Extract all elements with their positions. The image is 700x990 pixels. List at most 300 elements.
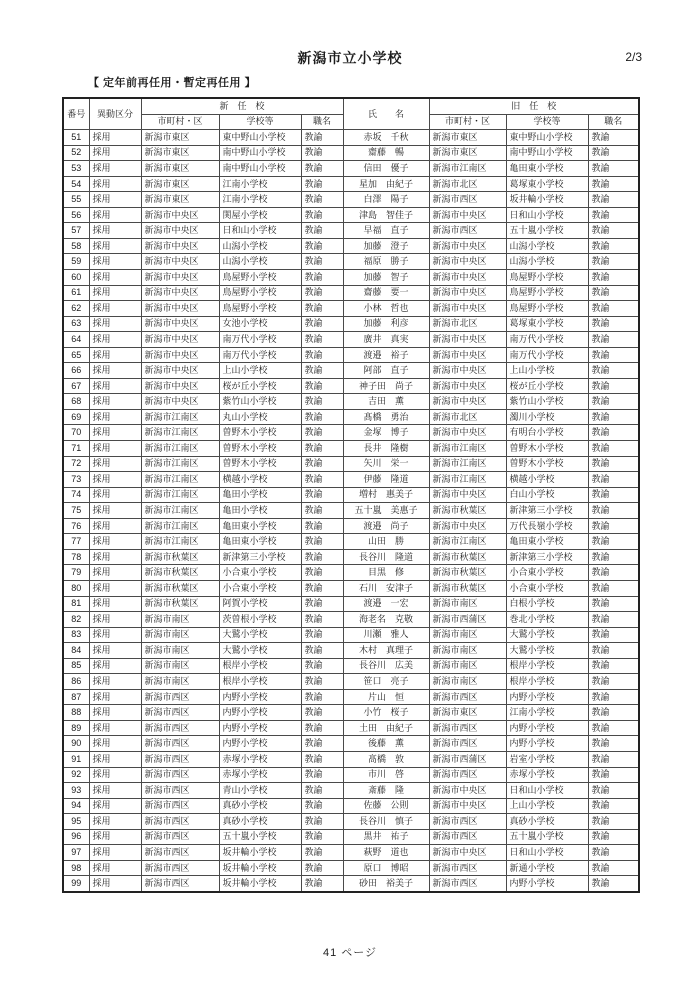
- cell-old-position: 教諭: [588, 549, 639, 565]
- cell-old-district: 新潟市南区: [429, 658, 506, 674]
- cell-number: 62: [63, 301, 89, 317]
- cell-new-position: 教諭: [301, 347, 343, 363]
- cell-old-school: 内野小学校: [506, 720, 588, 736]
- cell-name: 齋藤 暢: [343, 145, 429, 161]
- table-row: [63, 829, 639, 845]
- cell-name: 石川 安津子: [343, 580, 429, 596]
- cell-old-position: 教諭: [588, 332, 639, 348]
- page-footer: 41 ページ: [322, 947, 378, 959]
- cell-new-position: 教諭: [301, 829, 343, 845]
- cell-new-school: 山潟小学校: [219, 254, 301, 270]
- cell-old-district: 新潟市中央区: [429, 378, 506, 394]
- cell-old-position: 教諭: [588, 145, 639, 161]
- cell-new-school: 坂井輪小学校: [219, 845, 301, 861]
- cell-old-position: 教諭: [588, 503, 639, 519]
- cell-new-position: 教諭: [301, 876, 343, 892]
- cell-new-position: 教諭: [301, 767, 343, 783]
- cell-old-district: 新潟市北区: [429, 316, 506, 332]
- cell-number: 75: [63, 503, 89, 519]
- table-row: [63, 487, 639, 503]
- cell-old-district: 新潟市中央区: [429, 487, 506, 503]
- cell-number: 57: [63, 223, 89, 239]
- cell-category: 採用: [89, 736, 141, 752]
- cell-new-school: 曽野木小学校: [219, 425, 301, 441]
- cell-number: 87: [63, 689, 89, 705]
- cell-old-school: 山潟小学校: [506, 254, 588, 270]
- cell-old-school: 曽野木小学校: [506, 441, 588, 457]
- cell-name: 吉田 薫: [343, 394, 429, 410]
- cell-new-district: 新潟市中央区: [141, 223, 219, 239]
- cell-new-district: 新潟市秋葉区: [141, 596, 219, 612]
- cell-new-school: 五十嵐小学校: [219, 829, 301, 845]
- cell-old-district: 新潟市江南区: [429, 534, 506, 550]
- cell-number: 55: [63, 192, 89, 208]
- cell-new-district: 新潟市中央区: [141, 332, 219, 348]
- cell-new-district: 新潟市南区: [141, 643, 219, 659]
- table-row: [63, 207, 639, 223]
- cell-new-district: 新潟市南区: [141, 612, 219, 628]
- table-row: [63, 145, 639, 161]
- table-row: [63, 798, 639, 814]
- cell-old-position: 教諭: [588, 456, 639, 472]
- cell-old-district: 新潟市中央区: [429, 254, 506, 270]
- cell-new-school: 亀田小学校: [219, 503, 301, 519]
- cell-old-school: 白山小学校: [506, 487, 588, 503]
- cell-new-school: 江南小学校: [219, 176, 301, 192]
- cell-category: 採用: [89, 394, 141, 410]
- cell-number: 70: [63, 425, 89, 441]
- cell-number: 79: [63, 565, 89, 581]
- cell-new-school: 上山小学校: [219, 363, 301, 379]
- cell-name: 萩野 道也: [343, 845, 429, 861]
- cell-old-district: 新潟市中央区: [429, 394, 506, 410]
- cell-new-school: 阿賀小学校: [219, 596, 301, 612]
- cell-old-school: 鳥屋野小学校: [506, 270, 588, 286]
- cell-category: 採用: [89, 285, 141, 301]
- cell-old-district: 新潟市江南区: [429, 161, 506, 177]
- cell-name: 渡邉 裕子: [343, 347, 429, 363]
- cell-new-position: 教諭: [301, 534, 343, 550]
- cell-old-district: 新潟市中央区: [429, 332, 506, 348]
- cell-name: 斎藤 隆: [343, 783, 429, 799]
- cell-category: 採用: [89, 534, 141, 550]
- cell-number: 80: [63, 580, 89, 596]
- cell-new-position: 教諭: [301, 270, 343, 286]
- cell-old-position: 教諭: [588, 347, 639, 363]
- cell-new-school: 小合東小学校: [219, 580, 301, 596]
- cell-old-district: 新潟市中央区: [429, 783, 506, 799]
- cell-new-school: 大鷲小学校: [219, 643, 301, 659]
- cell-name: 渡邉 尚子: [343, 518, 429, 534]
- table-row: [63, 612, 639, 628]
- cell-new-district: 新潟市中央区: [141, 363, 219, 379]
- cell-old-school: 五十嵐小学校: [506, 223, 588, 239]
- cell-new-position: 教諭: [301, 580, 343, 596]
- col-header-old-school-group: 旧 任 校: [429, 98, 639, 114]
- cell-new-school: 南中野山小学校: [219, 161, 301, 177]
- cell-new-district: 新潟市東区: [141, 145, 219, 161]
- cell-new-position: 教諭: [301, 798, 343, 814]
- cell-old-school: 亀田東小学校: [506, 534, 588, 550]
- cell-category: 採用: [89, 565, 141, 581]
- cell-old-school: 東中野山小学校: [506, 130, 588, 146]
- cell-old-school: 南万代小学校: [506, 332, 588, 348]
- cell-old-school: 万代長嶺小学校: [506, 518, 588, 534]
- cell-number: 88: [63, 705, 89, 721]
- cell-category: 採用: [89, 176, 141, 192]
- cell-old-school: 新通小学校: [506, 860, 588, 876]
- cell-old-position: 教諭: [588, 643, 639, 659]
- cell-new-school: 青山小学校: [219, 783, 301, 799]
- cell-new-school: 赤塚小学校: [219, 751, 301, 767]
- cell-name: 増村 惠美子: [343, 487, 429, 503]
- cell-name: 海老名 克敬: [343, 612, 429, 628]
- cell-old-position: 教諭: [588, 394, 639, 410]
- cell-new-position: 教諭: [301, 487, 343, 503]
- cell-category: 採用: [89, 332, 141, 348]
- cell-name: 片山 恒: [343, 689, 429, 705]
- cell-category: 採用: [89, 441, 141, 457]
- table-row: [63, 472, 639, 488]
- cell-new-position: 教諭: [301, 409, 343, 425]
- table-row: [63, 301, 639, 317]
- table-row: [63, 876, 639, 892]
- table-row: [63, 176, 639, 192]
- cell-new-school: 桜が丘小学校: [219, 378, 301, 394]
- cell-old-school: 内野小学校: [506, 736, 588, 752]
- cell-old-school: 曽野木小学校: [506, 456, 588, 472]
- cell-old-position: 教諭: [588, 767, 639, 783]
- cell-new-school: 真砂小学校: [219, 798, 301, 814]
- cell-number: 67: [63, 378, 89, 394]
- cell-new-school: 女池小学校: [219, 316, 301, 332]
- table-row: [63, 456, 639, 472]
- cell-new-school: 内野小学校: [219, 736, 301, 752]
- cell-old-position: 教諭: [588, 860, 639, 876]
- cell-old-school: 内野小学校: [506, 689, 588, 705]
- cell-new-position: 教諭: [301, 472, 343, 488]
- cell-new-district: 新潟市西区: [141, 814, 219, 830]
- table-row: [63, 720, 639, 736]
- cell-new-district: 新潟市中央区: [141, 378, 219, 394]
- cell-old-district: 新潟市江南区: [429, 441, 506, 457]
- cell-category: 採用: [89, 580, 141, 596]
- cell-old-school: 葛塚東小学校: [506, 176, 588, 192]
- cell-old-school: 日和山小学校: [506, 845, 588, 861]
- cell-number: 64: [63, 332, 89, 348]
- cell-category: 採用: [89, 130, 141, 146]
- cell-name: 山田 勝: [343, 534, 429, 550]
- cell-old-district: 新潟市西区: [429, 223, 506, 239]
- cell-name: 渡邉 一宏: [343, 596, 429, 612]
- cell-old-position: 教諭: [588, 674, 639, 690]
- cell-number: 63: [63, 316, 89, 332]
- cell-new-position: 教諭: [301, 860, 343, 876]
- table-header-row-1: [63, 98, 639, 114]
- cell-new-school: 坂井輪小学校: [219, 860, 301, 876]
- cell-category: 採用: [89, 720, 141, 736]
- cell-number: 85: [63, 658, 89, 674]
- cell-number: 90: [63, 736, 89, 752]
- cell-old-district: 新潟市秋葉区: [429, 503, 506, 519]
- cell-old-school: 江南小学校: [506, 705, 588, 721]
- cell-name: 髙橋 敦: [343, 751, 429, 767]
- cell-new-district: 新潟市西区: [141, 829, 219, 845]
- cell-old-school: 大鷲小学校: [506, 643, 588, 659]
- cell-old-district: 新潟市北区: [429, 176, 506, 192]
- cell-old-school: 濁川小学校: [506, 409, 588, 425]
- cell-old-position: 教諭: [588, 285, 639, 301]
- cell-name: 津島 智佳子: [343, 207, 429, 223]
- cell-old-district: 新潟市西区: [429, 767, 506, 783]
- cell-new-school: 小合東小学校: [219, 565, 301, 581]
- cell-old-district: 新潟市西区: [429, 689, 506, 705]
- cell-category: 採用: [89, 145, 141, 161]
- cell-number: 92: [63, 767, 89, 783]
- cell-new-district: 新潟市西区: [141, 767, 219, 783]
- cell-new-position: 教諭: [301, 145, 343, 161]
- col-header-new-district: 市町村・区: [141, 114, 219, 130]
- cell-old-school: 小合東小学校: [506, 565, 588, 581]
- cell-old-school: 上山小学校: [506, 798, 588, 814]
- page-title: 新潟市立小学校: [297, 50, 403, 66]
- cell-old-district: 新潟市南区: [429, 627, 506, 643]
- cell-old-school: 新津第三小学校: [506, 503, 588, 519]
- cell-old-school: 横越小学校: [506, 472, 588, 488]
- cell-old-school: 鳥屋野小学校: [506, 301, 588, 317]
- cell-number: 73: [63, 472, 89, 488]
- cell-new-school: 大鷲小学校: [219, 627, 301, 643]
- cell-old-position: 教諭: [588, 270, 639, 286]
- cell-number: 61: [63, 285, 89, 301]
- cell-old-school: 有明台小学校: [506, 425, 588, 441]
- cell-new-district: 新潟市西区: [141, 860, 219, 876]
- cell-new-position: 教諭: [301, 736, 343, 752]
- table-row: [63, 332, 639, 348]
- cell-name: 砂田 裕美子: [343, 876, 429, 892]
- cell-new-district: 新潟市東区: [141, 176, 219, 192]
- cell-old-position: 教諭: [588, 689, 639, 705]
- cell-new-district: 新潟市西区: [141, 705, 219, 721]
- cell-new-position: 教諭: [301, 689, 343, 705]
- cell-new-district: 新潟市西区: [141, 783, 219, 799]
- cell-number: 54: [63, 176, 89, 192]
- cell-old-position: 教諭: [588, 720, 639, 736]
- cell-number: 69: [63, 409, 89, 425]
- cell-new-district: 新潟市西区: [141, 689, 219, 705]
- cell-old-school: 南万代小学校: [506, 347, 588, 363]
- cell-new-district: 新潟市江南区: [141, 409, 219, 425]
- cell-name: 加藤 利彦: [343, 316, 429, 332]
- cell-name: 早福 直子: [343, 223, 429, 239]
- cell-category: 採用: [89, 425, 141, 441]
- cell-new-position: 教諭: [301, 394, 343, 410]
- cell-new-district: 新潟市西区: [141, 736, 219, 752]
- cell-number: 71: [63, 441, 89, 457]
- cell-new-position: 教諭: [301, 332, 343, 348]
- col-header-new-school: 学校等: [219, 114, 301, 130]
- cell-new-district: 新潟市中央区: [141, 285, 219, 301]
- cell-new-school: 南万代小学校: [219, 347, 301, 363]
- cell-category: 採用: [89, 783, 141, 799]
- cell-old-position: 教諭: [588, 238, 639, 254]
- cell-name: 赤坂 千秋: [343, 130, 429, 146]
- cell-new-school: 新津第三小学校: [219, 549, 301, 565]
- cell-name: 廣井 真実: [343, 332, 429, 348]
- cell-old-position: 教諭: [588, 783, 639, 799]
- cell-old-position: 教諭: [588, 487, 639, 503]
- table-row: [63, 347, 639, 363]
- cell-name: 市川 啓: [343, 767, 429, 783]
- cell-number: 65: [63, 347, 89, 363]
- col-header-old-position: 職名: [588, 114, 639, 130]
- cell-new-position: 教諭: [301, 161, 343, 177]
- col-header-category: 異動区分: [89, 98, 141, 130]
- cell-old-district: 新潟市中央区: [429, 285, 506, 301]
- table-row: [63, 409, 639, 425]
- cell-old-position: 教諭: [588, 441, 639, 457]
- cell-category: 採用: [89, 270, 141, 286]
- table-row: [63, 192, 639, 208]
- cell-old-school: 五十嵐小学校: [506, 829, 588, 845]
- cell-new-district: 新潟市江南区: [141, 487, 219, 503]
- cell-new-position: 教諭: [301, 456, 343, 472]
- cell-old-district: 新潟市中央区: [429, 270, 506, 286]
- cell-number: 82: [63, 612, 89, 628]
- cell-new-school: 亀田小学校: [219, 487, 301, 503]
- cell-new-position: 教諭: [301, 612, 343, 628]
- cell-name: 神子田 尚子: [343, 378, 429, 394]
- cell-new-position: 教諭: [301, 254, 343, 270]
- cell-name: 伊藤 隆道: [343, 472, 429, 488]
- cell-old-district: 新潟市西区: [429, 860, 506, 876]
- cell-category: 採用: [89, 487, 141, 503]
- cell-new-district: 新潟市中央区: [141, 347, 219, 363]
- table-row: [63, 643, 639, 659]
- cell-number: 77: [63, 534, 89, 550]
- cell-old-position: 教諭: [588, 207, 639, 223]
- cell-old-position: 教諭: [588, 705, 639, 721]
- cell-name: 長谷川 隆道: [343, 549, 429, 565]
- cell-category: 採用: [89, 596, 141, 612]
- cell-number: 76: [63, 518, 89, 534]
- cell-old-district: 新潟市西区: [429, 192, 506, 208]
- cell-new-district: 新潟市中央区: [141, 270, 219, 286]
- cell-new-district: 新潟市中央区: [141, 394, 219, 410]
- cell-new-school: 赤塚小学校: [219, 767, 301, 783]
- cell-old-school: 岩室小学校: [506, 751, 588, 767]
- cell-new-position: 教諭: [301, 674, 343, 690]
- cell-new-district: 新潟市中央区: [141, 254, 219, 270]
- cell-number: 96: [63, 829, 89, 845]
- cell-old-school: 大鷲小学校: [506, 627, 588, 643]
- cell-category: 採用: [89, 378, 141, 394]
- cell-category: 採用: [89, 207, 141, 223]
- table-row: [63, 425, 639, 441]
- cell-category: 採用: [89, 876, 141, 892]
- cell-category: 採用: [89, 767, 141, 783]
- cell-new-position: 教諭: [301, 783, 343, 799]
- table-row: [63, 596, 639, 612]
- table-row: [63, 549, 639, 565]
- cell-old-school: 根岸小学校: [506, 658, 588, 674]
- cell-name: 加藤 澄子: [343, 238, 429, 254]
- cell-category: 採用: [89, 503, 141, 519]
- cell-name: 長谷川 広美: [343, 658, 429, 674]
- cell-category: 採用: [89, 627, 141, 643]
- cell-new-district: 新潟市東区: [141, 161, 219, 177]
- cell-name: 木村 真理子: [343, 643, 429, 659]
- cell-new-position: 教諭: [301, 627, 343, 643]
- table-row: [63, 394, 639, 410]
- cell-number: 97: [63, 845, 89, 861]
- cell-old-position: 教諭: [588, 254, 639, 270]
- cell-new-school: 横越小学校: [219, 472, 301, 488]
- cell-old-school: 赤塚小学校: [506, 767, 588, 783]
- table-row: [63, 238, 639, 254]
- cell-category: 採用: [89, 643, 141, 659]
- cell-old-position: 教諭: [588, 130, 639, 146]
- cell-name: 原口 博昭: [343, 860, 429, 876]
- cell-number: 98: [63, 860, 89, 876]
- table-row: [63, 783, 639, 799]
- cell-new-district: 新潟市秋葉区: [141, 549, 219, 565]
- table-row: [63, 627, 639, 643]
- cell-name: 白澤 陽子: [343, 192, 429, 208]
- cell-number: 93: [63, 783, 89, 799]
- table-row: [63, 441, 639, 457]
- cell-new-school: 内野小学校: [219, 720, 301, 736]
- cell-old-district: 新潟市東区: [429, 705, 506, 721]
- cell-category: 採用: [89, 238, 141, 254]
- cell-old-school: 上山小学校: [506, 363, 588, 379]
- cell-new-district: 新潟市江南区: [141, 518, 219, 534]
- cell-old-position: 教諭: [588, 316, 639, 332]
- cell-new-school: 日和山小学校: [219, 223, 301, 239]
- table-row: [63, 534, 639, 550]
- cell-number: 81: [63, 596, 89, 612]
- cell-new-district: 新潟市中央区: [141, 301, 219, 317]
- cell-old-district: 新潟市西蒲区: [429, 751, 506, 767]
- col-header-new-school-group: 新 任 校: [141, 98, 343, 114]
- cell-old-district: 新潟市中央区: [429, 363, 506, 379]
- cell-old-district: 新潟市秋葉区: [429, 580, 506, 596]
- cell-new-district: 新潟市西区: [141, 751, 219, 767]
- table-row: [63, 814, 639, 830]
- table-row: [63, 518, 639, 534]
- cell-old-position: 教諭: [588, 658, 639, 674]
- cell-new-position: 教諭: [301, 549, 343, 565]
- cell-new-position: 教諭: [301, 814, 343, 830]
- cell-name: 矢川 栄一: [343, 456, 429, 472]
- cell-new-district: 新潟市西区: [141, 876, 219, 892]
- cell-category: 採用: [89, 456, 141, 472]
- cell-old-position: 教諭: [588, 751, 639, 767]
- cell-old-position: 教諭: [588, 176, 639, 192]
- cell-old-position: 教諭: [588, 223, 639, 239]
- cell-new-position: 教諭: [301, 316, 343, 332]
- table-row: [63, 767, 639, 783]
- cell-category: 採用: [89, 472, 141, 488]
- cell-name: 星加 由紀子: [343, 176, 429, 192]
- cell-new-district: 新潟市江南区: [141, 472, 219, 488]
- cell-new-school: 江南小学校: [219, 192, 301, 208]
- cell-new-position: 教諭: [301, 720, 343, 736]
- cell-number: 89: [63, 720, 89, 736]
- table-row: [63, 503, 639, 519]
- cell-old-school: 鳥屋野小学校: [506, 285, 588, 301]
- cell-name: 福原 勝子: [343, 254, 429, 270]
